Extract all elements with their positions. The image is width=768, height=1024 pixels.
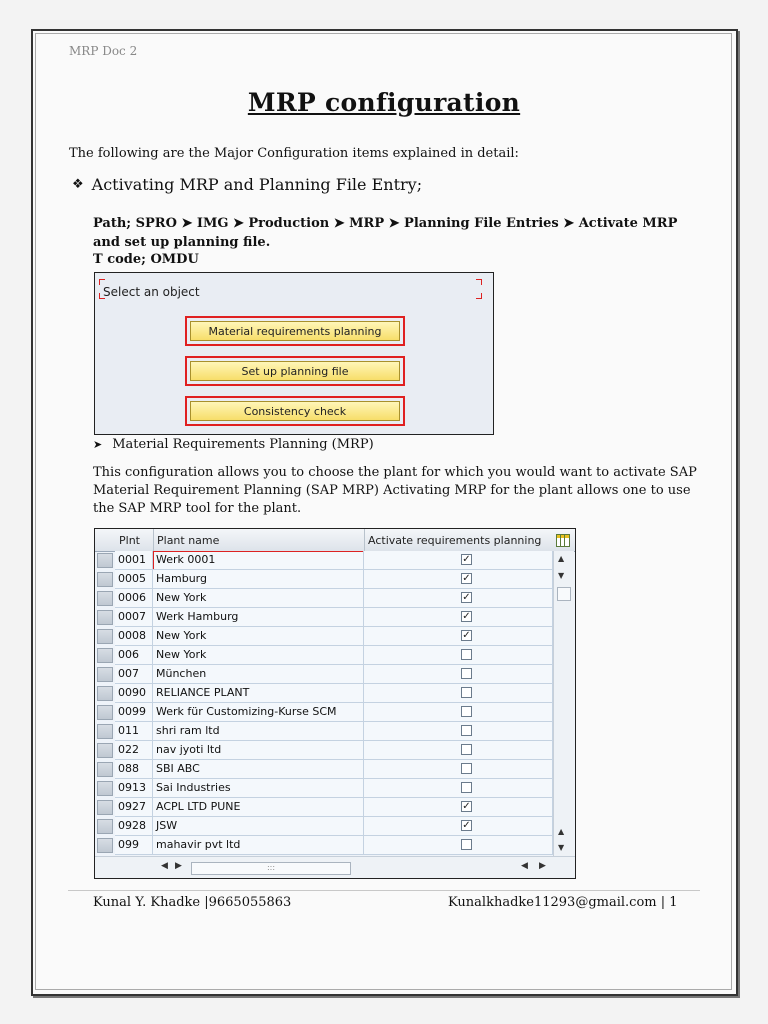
highlight-box <box>185 356 405 386</box>
activate-mrp-cell <box>364 570 553 589</box>
row-selector[interactable] <box>97 591 113 606</box>
row-selector[interactable] <box>97 724 113 739</box>
plant-name-cell[interactable]: Werk Hamburg <box>153 608 364 627</box>
row-selector[interactable] <box>97 553 113 568</box>
plant-code-cell[interactable]: 007 <box>115 665 153 684</box>
plant-code-cell[interactable]: 0006 <box>115 589 153 608</box>
select-object-label: Select an object <box>103 285 200 299</box>
table-row[interactable] <box>95 627 551 646</box>
row-selector[interactable] <box>97 610 113 625</box>
footer-author: Kunal Y. Khadke |9665055863 <box>93 895 292 910</box>
sub-bullet-text: Material Requirements Planning (MRP) <box>112 437 374 452</box>
plant-name-cell[interactable]: Werk für Customizing-Kurse SCM <box>153 703 364 722</box>
table-row[interactable] <box>95 608 551 627</box>
vertical-scrollbar[interactable] <box>553 551 574 856</box>
table-row[interactable] <box>95 817 551 836</box>
activate-mrp-checkbox[interactable] <box>461 744 472 755</box>
scroll-right-icon[interactable]: ▶ <box>175 861 182 871</box>
consistency-check-button[interactable]: Consistency check <box>190 401 400 421</box>
page-title: MRP configuration <box>247 88 521 117</box>
plant-name-cell[interactable]: New York <box>153 589 364 608</box>
scroll-thumb[interactable] <box>557 587 571 601</box>
plant-code-cell[interactable]: 0928 <box>115 817 153 836</box>
activate-mrp-cell <box>364 684 553 703</box>
activate-mrp-cell <box>364 741 553 760</box>
table-row[interactable] <box>95 722 551 741</box>
activate-mrp-checkbox[interactable] <box>461 839 472 850</box>
plant-table <box>94 528 576 879</box>
activate-mrp-checkbox[interactable]: ✓ <box>462 820 471 831</box>
scroll-left-icon[interactable]: ◀ <box>521 861 528 871</box>
set-up-planning-file-button[interactable]: Set up planning file <box>190 361 400 381</box>
table-row[interactable] <box>95 589 551 608</box>
column-divider <box>153 529 154 551</box>
activate-mrp-checkbox[interactable]: ✓ <box>462 592 471 603</box>
scroll-down-icon[interactable]: ▼ <box>558 571 565 580</box>
table-row[interactable] <box>95 760 551 779</box>
doc-tag: MRP Doc 2 <box>69 44 138 58</box>
scroll-left-icon[interactable]: ◀ <box>161 861 168 871</box>
activate-mrp-cell <box>364 836 553 855</box>
plant-code-cell[interactable]: 088 <box>115 760 153 779</box>
column-header-plnt[interactable]: Plnt <box>119 534 140 547</box>
config-path: Path; SPRO ➤ IMG ➤ Production ➤ MRP ➤ Planning File Entries ➤ Activate MRP and set up planning file. <box>93 216 678 250</box>
column-header-plant-name[interactable]: Plant name <box>157 534 220 547</box>
row-selector[interactable] <box>97 819 113 834</box>
plant-name-cell[interactable]: shri ram ltd <box>153 722 364 741</box>
activate-mrp-cell <box>364 551 553 570</box>
row-selector[interactable] <box>97 705 113 720</box>
scroll-up-icon[interactable]: ▲ <box>558 827 565 836</box>
plant-name-cell[interactable]: New York <box>153 627 364 646</box>
table-row[interactable] <box>95 665 551 684</box>
scroll-down-icon[interactable]: ▼ <box>558 843 565 852</box>
scroll-up-icon[interactable]: ▲ <box>558 554 565 563</box>
diamond-bullet-icon: ❖ <box>72 177 84 192</box>
plant-code-cell[interactable]: 0008 <box>115 627 153 646</box>
activate-mrp-cell <box>364 722 553 741</box>
row-selector[interactable] <box>97 781 113 796</box>
table-row[interactable] <box>95 703 551 722</box>
plant-code-cell[interactable]: 0913 <box>115 779 153 798</box>
row-selector[interactable] <box>97 800 113 815</box>
activate-mrp-checkbox[interactable]: ✓ <box>462 554 471 565</box>
table-row[interactable] <box>95 798 551 817</box>
activate-mrp-checkbox[interactable] <box>461 782 472 793</box>
row-selector[interactable] <box>97 686 113 701</box>
section-heading-text: Activating MRP and Planning File Entry; <box>91 175 423 194</box>
row-selector[interactable] <box>97 629 113 644</box>
plant-name-cell[interactable]: RELIANCE PLANT <box>153 684 364 703</box>
activate-mrp-checkbox[interactable] <box>461 649 472 660</box>
row-selector[interactable] <box>97 648 113 663</box>
activate-mrp-cell <box>364 798 553 817</box>
plant-code-cell[interactable]: 0927 <box>115 798 153 817</box>
plant-name-cell[interactable]: New York <box>153 646 364 665</box>
table-row[interactable] <box>95 684 551 703</box>
section-heading <box>72 175 422 194</box>
table-row[interactable] <box>95 779 551 798</box>
activate-mrp-checkbox[interactable] <box>461 687 472 698</box>
table-row[interactable] <box>95 836 551 855</box>
highlight-box <box>185 396 405 426</box>
column-header-activate-mrp[interactable]: Activate requirements planning <box>368 534 542 547</box>
plant-name-cell[interactable]: JSW <box>153 817 364 836</box>
plant-name-cell[interactable]: München <box>153 665 364 684</box>
activate-mrp-cell <box>364 779 553 798</box>
select-object-dialog <box>94 272 494 435</box>
activate-mrp-cell <box>364 760 553 779</box>
table-row[interactable] <box>95 570 551 589</box>
activate-mrp-checkbox[interactable]: ✓ <box>462 611 471 622</box>
table-row[interactable] <box>95 646 551 665</box>
plant-code-cell[interactable]: 022 <box>115 741 153 760</box>
row-selector[interactable] <box>97 838 113 853</box>
plant-name-cell[interactable]: Hamburg <box>153 570 364 589</box>
activate-mrp-cell <box>364 703 553 722</box>
activate-mrp-cell <box>364 608 553 627</box>
activate-mrp-checkbox[interactable]: ✓ <box>462 801 471 812</box>
plant-code-cell[interactable]: 006 <box>115 646 153 665</box>
plant-name-cell[interactable]: nav jyoti ltd <box>153 741 364 760</box>
highlight-box <box>185 316 405 346</box>
plant-code-cell[interactable]: 0007 <box>115 608 153 627</box>
plant-name-cell[interactable]: SBI ABC <box>153 760 364 779</box>
activate-mrp-cell <box>364 646 553 665</box>
sub-bullet <box>93 437 374 452</box>
activate-mrp-checkbox[interactable] <box>461 706 472 717</box>
table-row[interactable] <box>95 741 551 760</box>
table-header <box>95 529 575 552</box>
plant-name-cell[interactable]: mahavir pvt ltd <box>153 836 364 855</box>
row-selector[interactable] <box>97 762 113 777</box>
plant-name-cell[interactable]: ACPL LTD PUNE <box>153 798 364 817</box>
plant-name-cell[interactable]: Sai Industries <box>153 779 364 798</box>
description-paragraph: This configuration allows you to choose the plant for which you would want to activate SAP Material Requirement Planning (SAP MRP) Activating MRP for the plant allows one to use the SAP MRP tool for the plant. <box>93 465 697 516</box>
scroll-right-icon[interactable]: ▶ <box>539 861 546 871</box>
plant-code-cell[interactable]: 011 <box>115 722 153 741</box>
footer-divider <box>68 890 700 891</box>
activate-mrp-cell <box>364 627 553 646</box>
activate-mrp-checkbox[interactable]: ✓ <box>462 573 471 584</box>
plant-code-cell[interactable]: 0090 <box>115 684 153 703</box>
activate-mrp-cell <box>364 817 553 836</box>
corner-mark <box>476 279 482 285</box>
row-selector[interactable] <box>97 667 113 682</box>
activate-mrp-cell <box>364 589 553 608</box>
horizontal-scroll-thumb[interactable]: ::: <box>191 862 351 875</box>
footer-email-page: Kunalkhadke11293@gmail.com | 1 <box>448 895 678 910</box>
table-row[interactable] <box>95 551 551 570</box>
activate-mrp-cell <box>364 665 553 684</box>
intro-text: The following are the Major Configuration items explained in detail: <box>69 146 519 161</box>
arrow-bullet-icon: ➤ <box>93 438 103 451</box>
plant-code-cell[interactable]: 099 <box>115 836 153 855</box>
activate-mrp-checkbox[interactable] <box>461 725 472 736</box>
plant-code-cell[interactable]: 0099 <box>115 703 153 722</box>
column-divider <box>364 529 365 551</box>
plant-code-cell[interactable]: 0005 <box>115 570 153 589</box>
transaction-code: T code; OMDU <box>93 252 199 267</box>
material-requirements-planning-button[interactable]: Material requirements planning <box>190 321 400 341</box>
activate-mrp-checkbox[interactable]: ✓ <box>462 630 471 641</box>
horizontal-scrollbar[interactable] <box>95 856 575 879</box>
plant-code-cell[interactable]: 0001 <box>115 551 153 570</box>
corner-mark <box>476 293 482 299</box>
activate-mrp-checkbox[interactable] <box>461 763 472 774</box>
row-selector[interactable] <box>97 572 113 587</box>
activate-mrp-checkbox[interactable] <box>461 668 472 679</box>
row-selector[interactable] <box>97 743 113 758</box>
table-layout-icon[interactable] <box>556 534 570 547</box>
plant-name-cell[interactable]: Werk 0001 <box>153 551 364 570</box>
